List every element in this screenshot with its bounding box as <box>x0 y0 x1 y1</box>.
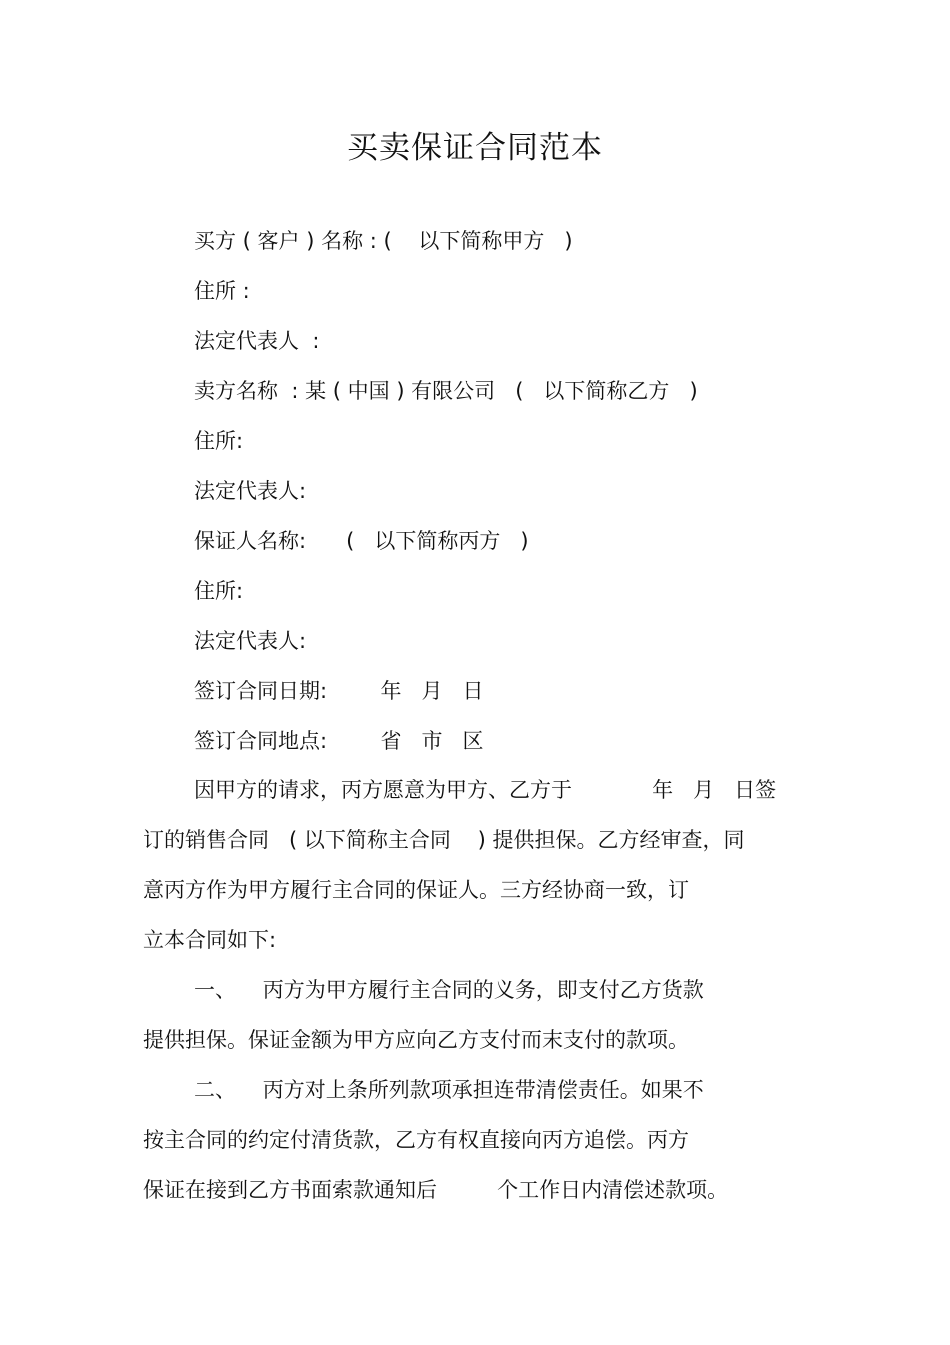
clause-line: 提供担保。保证金额为甲方应向乙方支付而末支付的款项。 <box>143 1028 689 1052</box>
clause-line: 保证在接到乙方书面索款通知后 个工作日内清偿述款项。 <box>143 1178 729 1202</box>
preamble-line: 意丙方作为甲方履行主合同的保证人。三方经协商一致，订 <box>143 878 689 902</box>
clause-line: 一、 丙方为甲方履行主合同的义务，即支付乙方货款 <box>194 978 704 1002</box>
clause-line: 二、 丙方对上条所列款项承担连带清偿责任。如果不 <box>194 1078 704 1102</box>
preamble-line: 订的销售合同 ( 以下简称主合同 ) 提供担保。乙方经审查，同 <box>143 828 745 852</box>
buyer-name-line: 买方 ( 客户 ) 名称 : ( 以下简称甲方 ) <box>194 229 573 253</box>
guarantor-name-line: 保证人名称: ( 以下简称丙方 ) <box>194 529 529 553</box>
guarantor-address-line: 住所: <box>194 579 244 603</box>
preamble-line: 立本合同如下: <box>143 928 277 952</box>
signing-place-line: 签订合同地点: 省 市 区 <box>194 729 484 753</box>
seller-name-line: 卖方名称 : 某 ( 中国 ) 有限公司 ( 以下简称乙方 ) <box>194 379 698 403</box>
signing-date-line: 签订合同日期: 年 月 日 <box>194 679 484 703</box>
guarantor-representative-line: 法定代表人: <box>194 629 307 653</box>
clause-line: 按主合同的约定付清货款，乙方有权直接向丙方追偿。丙方 <box>143 1128 689 1152</box>
preamble-line: 因甲方的请求，丙方愿意为甲方、乙方于 年 月 日签 <box>194 778 777 802</box>
seller-representative-line: 法定代表人: <box>194 479 307 503</box>
document-title: 买卖保证合同范本 <box>347 130 603 166</box>
buyer-representative-line: 法定代表人 : <box>194 329 320 353</box>
buyer-address-line: 住所 : <box>194 279 250 303</box>
seller-address-line: 住所: <box>194 429 244 453</box>
